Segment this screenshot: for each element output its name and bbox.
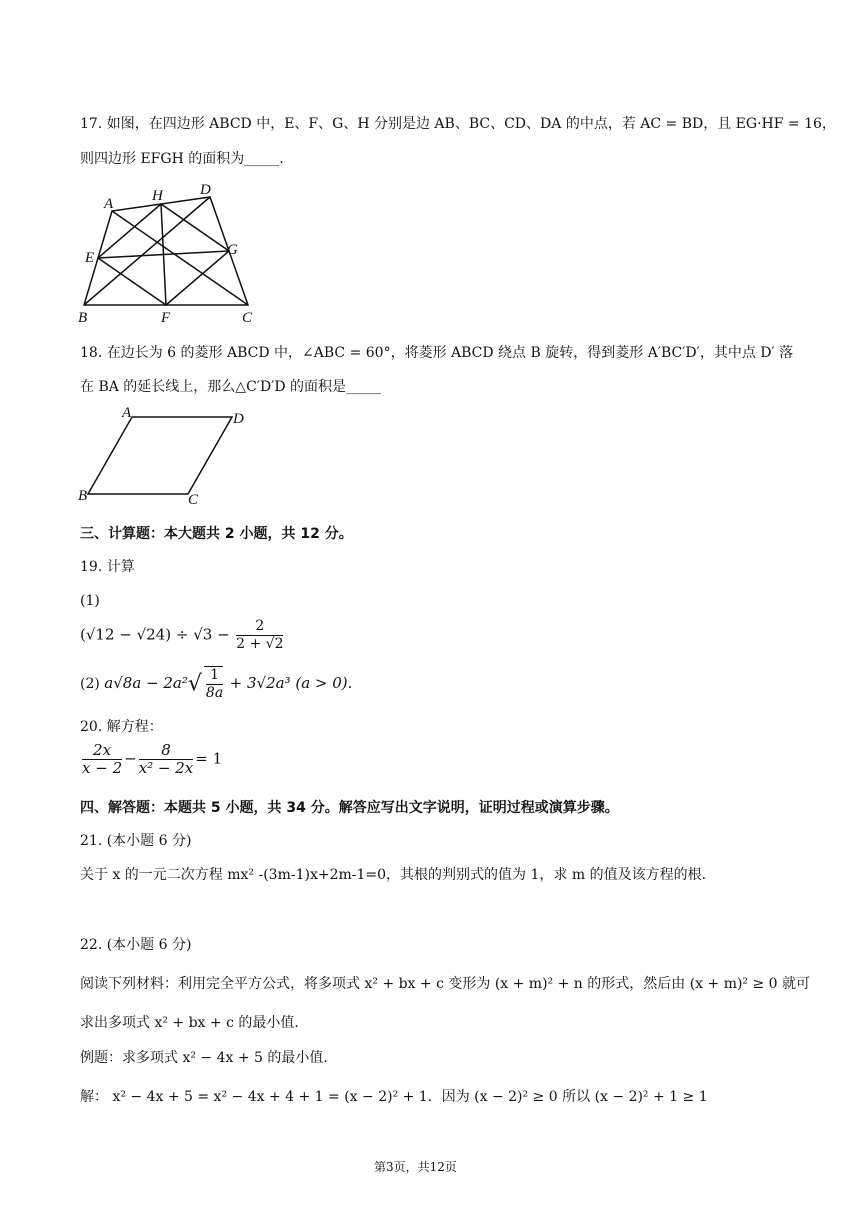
q22-line1: 阅读下列材料：利用完全平方公式，将多项式 x² + bx + c 变形为 (x + m)² + n 的形式，然后由 (x + m)² ≥ 0 就可 [80, 976, 811, 992]
sqrt-sign-icon: √ [187, 671, 202, 697]
q17-label-a: A [104, 196, 114, 212]
q17-label-h: H [152, 188, 163, 204]
q17-label-c: C [242, 310, 253, 326]
q18-line1: 18. 在边长为 6 的菱形 ABCD 中，∠ABC = 60°，将菱形 ABCD 绕点 B 旋转，得到菱形 A′BC′D′，其中点 D′ 落 [80, 345, 794, 361]
q17-diagonal-bd [84, 197, 210, 305]
q19-part1-frac-den: 2 + √2 [236, 636, 284, 652]
q19-title: 19. 计算 [80, 559, 135, 575]
q18-label-d: D [233, 411, 244, 427]
q17-label-d: D [200, 182, 211, 198]
q19-part2-sqrt-fraction [204, 666, 223, 702]
q17-figure [76, 178, 276, 326]
q18-label-a: A [122, 405, 132, 421]
q17-label-b: B [78, 310, 88, 326]
section-3-heading: 三、计算题：本大题共 2 小题，共 12 分。 [80, 526, 353, 542]
q18-label-c: C [188, 492, 199, 508]
q19-part1-label: (1) [80, 593, 100, 609]
q18-figure [76, 404, 266, 512]
q17-label-g: G [227, 242, 238, 258]
q20-frac1-den: x − 2 [82, 759, 123, 777]
q19-part2-a: a√8a − 2a² [104, 674, 188, 692]
q18-rhombus-abcd [88, 417, 232, 494]
q19-part2-sqrt-num: 1 [210, 667, 220, 683]
q17-label-f: F [161, 310, 171, 326]
q17-line1: 17. 如图，在四边形 ABCD 中，E、F、G、H 分别是边 AB、BC、CD、DA 的中点，若 AC = BD，且 EG·HF = 16， [80, 116, 836, 132]
q19-part1-fraction [236, 618, 283, 653]
q19-part2-b: + 3√2a³ (a > 0). [229, 674, 353, 692]
q20-rhs: = 1 [195, 749, 223, 768]
q19-part2-sqrt-den: 8a [205, 685, 224, 701]
q17-label-e: E [85, 250, 95, 266]
q20-fraction-1 [82, 742, 122, 777]
q20-fraction-2 [139, 742, 194, 777]
q19-part2-label: (2) [80, 676, 100, 692]
q19-part1-expr [80, 618, 285, 653]
q22-line3: 例题：求多项式 x² − 4x + 5 的最小值. [80, 1050, 328, 1066]
q19-part1-frac-num: 2 [255, 618, 265, 634]
q22-line4: 解： x² − 4x + 5 = x² − 4x + 4 + 1 = (x − 2)² + 1．因为 (x − 2)² ≥ 0 所以 (x − 2)² + 1 ≥ 1 [80, 1089, 708, 1105]
page-footer: 第3页，共12页 [374, 1160, 457, 1174]
q21-title: 21. (本小题 6 分) [80, 833, 192, 849]
q20-frac1-num: 2x [93, 741, 112, 759]
q18-label-b: B [78, 488, 88, 504]
q19-part1-left: (√12 − √24) ÷ √3 − [80, 625, 230, 644]
q19-part2-expr [80, 666, 352, 702]
q21-text: 关于 x 的一元二次方程 mx² -(3m-1)x+2m-1=0，其根的判别式的值为 1，求 m 的值及该方程的根. [80, 867, 707, 883]
q20-equation [80, 742, 222, 777]
q20-frac2-num: 8 [161, 741, 171, 759]
q17-line2: 则四边形 EFGH 的面积为_____. [80, 151, 284, 167]
q18-line2: 在 BA 的延长线上，那么△C′D′D 的面积是_____ [80, 379, 382, 395]
q20-title: 20. 解方程： [80, 719, 163, 735]
section-4-heading: 四、解答题：本题共 5 小题，共 34 分。解答应写出文字说明，证明过程或演算步骤。 [80, 800, 619, 816]
q17-diagonal-ac [112, 211, 248, 305]
q22-title: 22. (本小题 6 分) [80, 937, 192, 953]
q20-minus: − [124, 749, 137, 768]
q20-frac2-den: x² − 2x [138, 759, 194, 777]
q22-line2: 求出多项式 x² + bx + c 的最小值. [80, 1015, 299, 1031]
